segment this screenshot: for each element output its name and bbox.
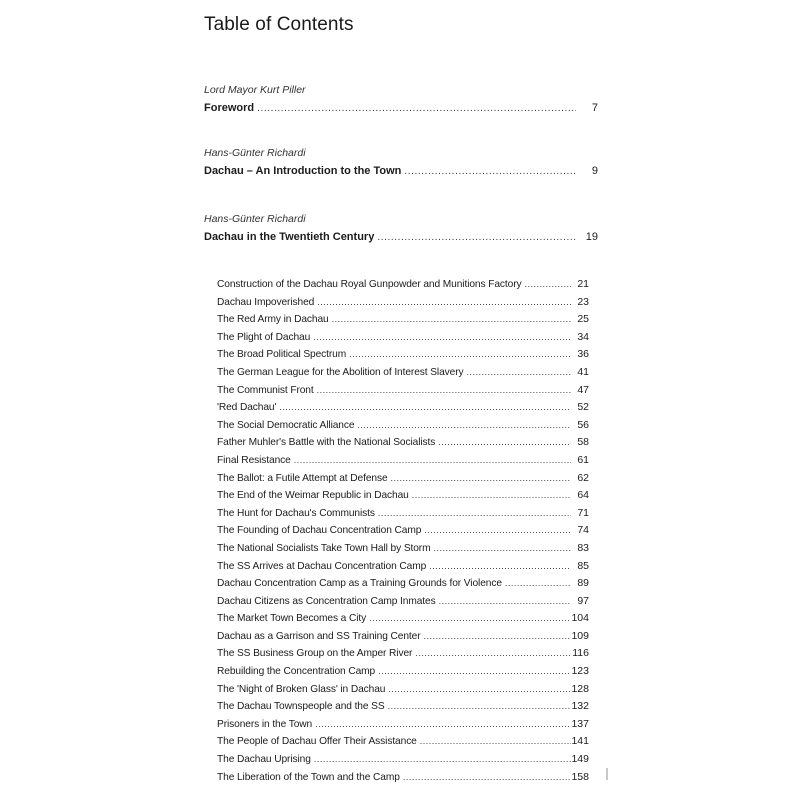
subentry-row[interactable] (217, 558, 597, 576)
subentry-list (217, 276, 597, 786)
page-number: 62 (577, 471, 589, 484)
dot-leader (429, 558, 571, 576)
subentry-title: Construction of the Dachau Royal Gunpowder and Munitions Factory (217, 279, 522, 290)
dot-leader (391, 470, 571, 488)
subentry-row[interactable] (217, 645, 597, 663)
dot-leader (314, 751, 571, 769)
dot-leader (433, 540, 571, 558)
subentry-title: Dachau Citizens as Concentration Camp Inmates (217, 595, 436, 607)
subentry-row[interactable] (217, 382, 597, 400)
toc-section-twentieth-century (204, 211, 598, 247)
page-number: 132 (571, 700, 589, 713)
toc-entry[interactable] (204, 98, 598, 118)
subentry-row[interactable] (217, 311, 597, 329)
dot-leader (315, 716, 571, 734)
dot-leader (388, 698, 571, 716)
page-number: 85 (577, 559, 589, 572)
dot-leader (415, 645, 571, 663)
page-number: 47 (577, 383, 589, 396)
subentry-row[interactable] (217, 522, 597, 540)
subentry-row[interactable] (217, 329, 597, 347)
subentry-row[interactable] (217, 540, 597, 558)
dot-leader (424, 522, 571, 540)
page-number: 7 (591, 102, 598, 114)
subentry-title: Dachau Impoverished (217, 296, 315, 308)
subentry-row[interactable] (217, 364, 597, 382)
subentry-row[interactable] (217, 346, 597, 364)
dot-leader (420, 733, 571, 751)
toc-entry[interactable] (204, 227, 598, 247)
dot-leader (439, 593, 571, 611)
subentry-title: The SS Arrives at Dachau Concentration Camp (217, 560, 427, 572)
dot-leader (332, 311, 571, 329)
page-number: 41 (577, 365, 589, 378)
dot-leader (388, 681, 571, 699)
subentry-row[interactable] (217, 505, 597, 523)
subentry-title: 'Red Dachau' (217, 402, 277, 414)
subentry-title: The Dachau Uprising (217, 754, 311, 766)
dot-leader (313, 329, 571, 347)
subentry-row[interactable] (217, 698, 597, 716)
subentry-row[interactable] (217, 610, 597, 628)
dot-leader (378, 663, 571, 681)
subentry-title: Prisoners in the Town (217, 718, 313, 730)
subentry-title: The Market Town Becomes a City (217, 613, 367, 625)
page-edge-mark (606, 768, 608, 780)
page-number: 34 (577, 330, 589, 343)
subentry-title: The People of Dachau Offer Their Assistance (217, 736, 417, 748)
subentry-title: Father Muhler's Battle with the National Socialists (217, 437, 436, 449)
subentry-row[interactable] (217, 663, 597, 681)
page-number: 123 (571, 665, 589, 678)
subentry-title: The Social Democratic Alliance (217, 419, 355, 431)
subentry-title: The Communist Front (217, 384, 314, 396)
dot-leader (524, 276, 571, 294)
page-number: 61 (577, 453, 589, 466)
page-number: 64 (577, 489, 589, 502)
subentry-row[interactable] (217, 681, 597, 699)
page-number: 158 (571, 770, 589, 783)
dot-leader (378, 505, 571, 523)
dot-leader (377, 228, 576, 248)
page-number: 19 (585, 231, 598, 243)
page-number: 71 (577, 506, 589, 519)
subentry-title: The Ballot: a Futile Attempt at Defense (217, 472, 388, 484)
page-number: 149 (571, 753, 589, 766)
subentry-row[interactable] (217, 487, 597, 505)
page-number: 141 (571, 735, 589, 748)
subentry-row[interactable] (217, 628, 597, 646)
page-number: 23 (577, 295, 589, 308)
toc-section-foreword (204, 82, 598, 118)
page-number: 21 (577, 278, 589, 290)
dot-leader (438, 434, 571, 452)
toc-entry[interactable] (204, 161, 598, 181)
subentry-row[interactable] (217, 751, 597, 769)
section-author: Lord Mayor Kurt Piller (204, 84, 306, 96)
subentry-title: The 'Night of Broken Glass' in Dachau (217, 683, 386, 695)
dot-leader (257, 99, 576, 119)
subentry-row[interactable] (217, 575, 597, 593)
dot-leader (467, 364, 571, 382)
subentry-title: Final Resistance (217, 454, 291, 466)
subentry-title: The Plight of Dachau (217, 331, 311, 343)
subentry-row[interactable] (217, 276, 597, 294)
subentry-title: The Founding of Dachau Concentration Camp (217, 525, 422, 537)
subentry-title: The Hunt for Dachau's Communists (217, 507, 375, 519)
page-number: 128 (571, 682, 589, 695)
page-number: 137 (571, 717, 589, 730)
page-number: 89 (577, 577, 589, 590)
subentry-row[interactable] (217, 733, 597, 751)
dot-leader (404, 162, 576, 182)
page-number: 104 (571, 612, 589, 625)
entry-title: Dachau in the Twentieth Century (204, 231, 375, 243)
dot-leader (317, 294, 571, 312)
subentry-title: The SS Business Group on the Amper River (217, 648, 413, 660)
entry-title: Foreword (204, 102, 255, 114)
dot-leader (505, 575, 571, 593)
dot-leader (279, 399, 571, 417)
subentry-title: Dachau Concentration Camp as a Training Grounds for Violence (217, 578, 502, 590)
page-number: 25 (577, 313, 589, 326)
subentry-row[interactable] (217, 769, 597, 787)
subentry-title: Dachau as a Garrison and SS Training Center (217, 630, 421, 642)
subentry-title: Rebuilding the Concentration Camp (217, 666, 376, 678)
dot-leader (424, 628, 571, 646)
subentry-title: The National Socialists Take Town Hall by Storm (217, 542, 431, 554)
page-number: 109 (571, 629, 589, 642)
page-number: 83 (577, 541, 589, 554)
subentry-row[interactable] (217, 294, 597, 312)
dot-leader (349, 346, 571, 364)
subentry-row[interactable] (217, 417, 597, 435)
page-number: 9 (591, 165, 598, 177)
toc-section-introduction (204, 145, 598, 181)
dot-leader (403, 769, 571, 787)
section-author: Hans-Günter Richardi (204, 147, 306, 159)
subentry-title: The End of the Weimar Republic in Dachau (217, 490, 409, 502)
page-title: Table of Contents (204, 14, 354, 35)
page-number: 74 (577, 524, 589, 537)
subentry-row[interactable] (217, 716, 597, 734)
subentry-row[interactable] (217, 593, 597, 611)
subentry-title: The German League for the Abolition of Interest Slavery (217, 366, 464, 378)
subentry-title: The Red Army in Dachau (217, 314, 329, 326)
subentry-row[interactable] (217, 399, 597, 417)
subentry-title: The Dachau Townspeople and the SS (217, 701, 385, 713)
page-number: 36 (577, 348, 589, 361)
page-number: 52 (577, 401, 589, 414)
page-number: 56 (577, 418, 589, 431)
subentry-row[interactable] (217, 470, 597, 488)
subentry-row[interactable] (217, 452, 597, 470)
page-number: 116 (572, 647, 589, 660)
page-number: 58 (577, 436, 589, 449)
page-number: 97 (577, 594, 589, 607)
entry-title: Dachau – An Introduction to the Town (204, 165, 402, 177)
dot-leader (369, 610, 571, 628)
dot-leader (357, 417, 571, 435)
subentry-row[interactable] (217, 434, 597, 452)
dot-leader (317, 382, 571, 400)
dot-leader (294, 452, 571, 470)
section-author: Hans-Günter Richardi (204, 213, 306, 225)
subentry-title: The Broad Political Spectrum (217, 349, 347, 361)
subentry-title: The Liberation of the Town and the Camp (217, 771, 400, 783)
dot-leader (412, 487, 571, 505)
